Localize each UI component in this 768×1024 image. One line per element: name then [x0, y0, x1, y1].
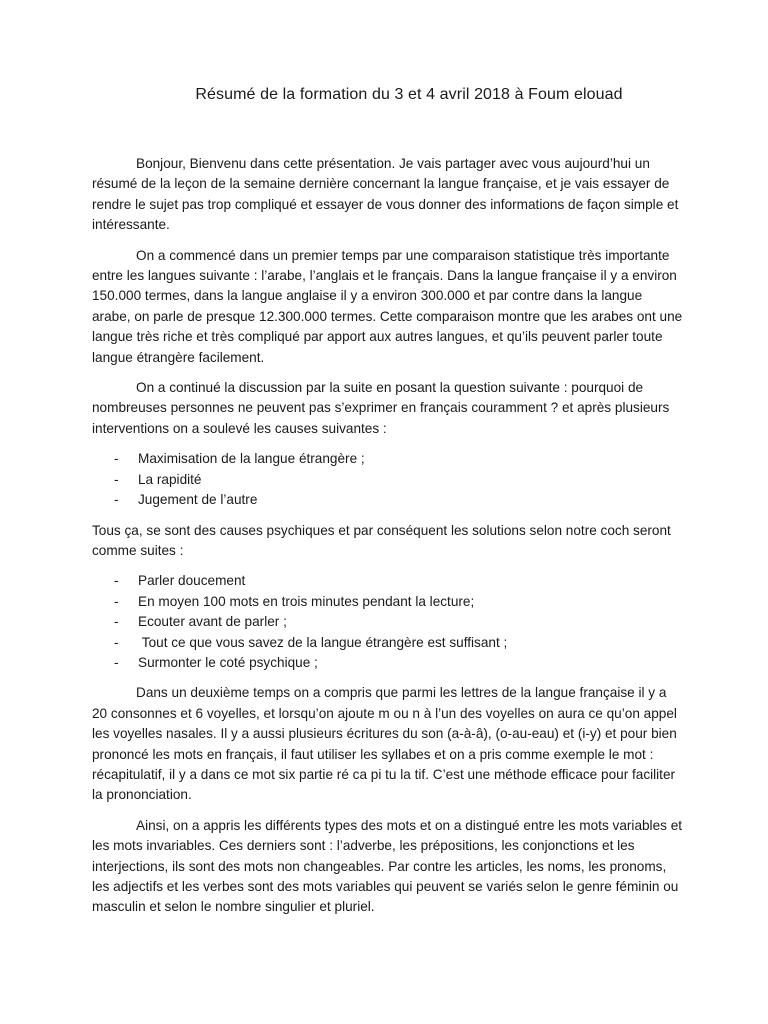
paragraph-phonetics: Dans un deuxième temps on a compris que parmi les lettres de la langue française il y a 20 consonnes et 6 voyelles, et lorsqu’on ajoute m ou n à l’un des voyelles on aura ce qu’on appel les voyelles nasales. Il y a aussi plusieurs écritures du son (a-à-â), (o-au-eau) et (i-y) et pour bien prononcé les mots en français, il faut utiliser les syllabes et on a pris comme exemple le mot : récapitulatif, il y a dans ce mot six partie ré ca pi tu la tif. C’est une méthode efficace pour faciliter la prononciation.	[92, 685, 677, 803]
paragraph-intro: Bonjour, Bienvenu dans cette présentation. Je vais partager avec vous aujourd’hui un résumé de la leçon de la semaine dernière concernant la langue française, et je vais essayer de rendre le sujet pas trop compliqué et essayer de vous donner des informations de façon simple et intéressante.	[92, 156, 679, 233]
solutions-list	[92, 571, 684, 673]
list-item-text: Maximisation de la langue étrangère ;	[138, 451, 365, 467]
list-item-text: Jugement de l’autre	[138, 492, 258, 508]
paragraph-question: On a continué la discussion par la suite en posant la question suivante : pourquoi de nombreuses personnes ne peuvent pas s’exprimer en français couramment ? et après plusieurs interventions on a soulevé les causes suivantes :	[92, 380, 670, 436]
list-item	[92, 470, 684, 490]
list-item-text: Tout ce que vous savez de la langue étrangère est suffisant ;	[138, 634, 508, 650]
list-item	[92, 633, 684, 653]
bullet-marker: -	[114, 451, 119, 467]
document-title: Résumé de la formation du 3 et 4 avril 2018 à Foum elouad	[195, 86, 623, 103]
bullet-marker: -	[114, 654, 119, 670]
list-item	[92, 612, 684, 632]
bullet-marker: -	[114, 573, 119, 589]
list-item	[92, 449, 684, 469]
paragraph-comparison: On a commencé dans un premier temps par une comparaison statistique très importante entre les langues suivante : l’arabe, l’anglais et le français. Dans la langue française il y a environ 150.000 termes, dans la langue anglaise il y a environ 300.000 et par contre dans la langue arabe, on parle de presque 12.300.000 termes. Cette comparaison montre que les arabes ont une langue très riche et très compliqué par apport aux autres langues, et qu’ils peuvent parler toute langue étrangère facilement.	[92, 247, 683, 365]
bullet-marker: -	[114, 634, 119, 650]
list-item	[92, 592, 684, 612]
list-item	[92, 571, 684, 591]
list-item-text: Surmonter le coté psychique ;	[138, 654, 318, 670]
bullet-marker: -	[114, 471, 119, 487]
list-item-text: En moyen 100 mots en trois minutes pendant la lecture;	[138, 593, 475, 609]
bullet-marker: -	[114, 614, 119, 630]
causes-list	[92, 449, 684, 510]
list-item	[92, 653, 684, 673]
document-body	[92, 154, 684, 928]
bullet-marker: -	[114, 593, 119, 609]
list-item-text: Parler doucement	[138, 573, 246, 589]
list-item-text: Ecouter avant de parler ;	[138, 614, 287, 630]
bullet-marker: -	[114, 492, 119, 508]
paragraph-solutions-intro: Tous ça, se sont des causes psychiques et par conséquent les solutions selon notre coch seront comme suites :	[92, 522, 671, 558]
list-item	[92, 490, 684, 510]
list-item-text: La rapidité	[138, 471, 202, 487]
paragraph-word-types: Ainsi, on a appris les différents types des mots et on a distingué entre les mots variables et les mots invariables. Ces derniers sont : l’adverbe, les prépositions, les conjonctions et les interjections, ils sont des mots non changeables. Par contre les articles, les noms, les pronoms, les adjectifs et les verbes sont des mots variables qui peuvent se variés selon le genre féminin ou masculin et selon le nombre singulier et pluriel.	[92, 817, 683, 915]
